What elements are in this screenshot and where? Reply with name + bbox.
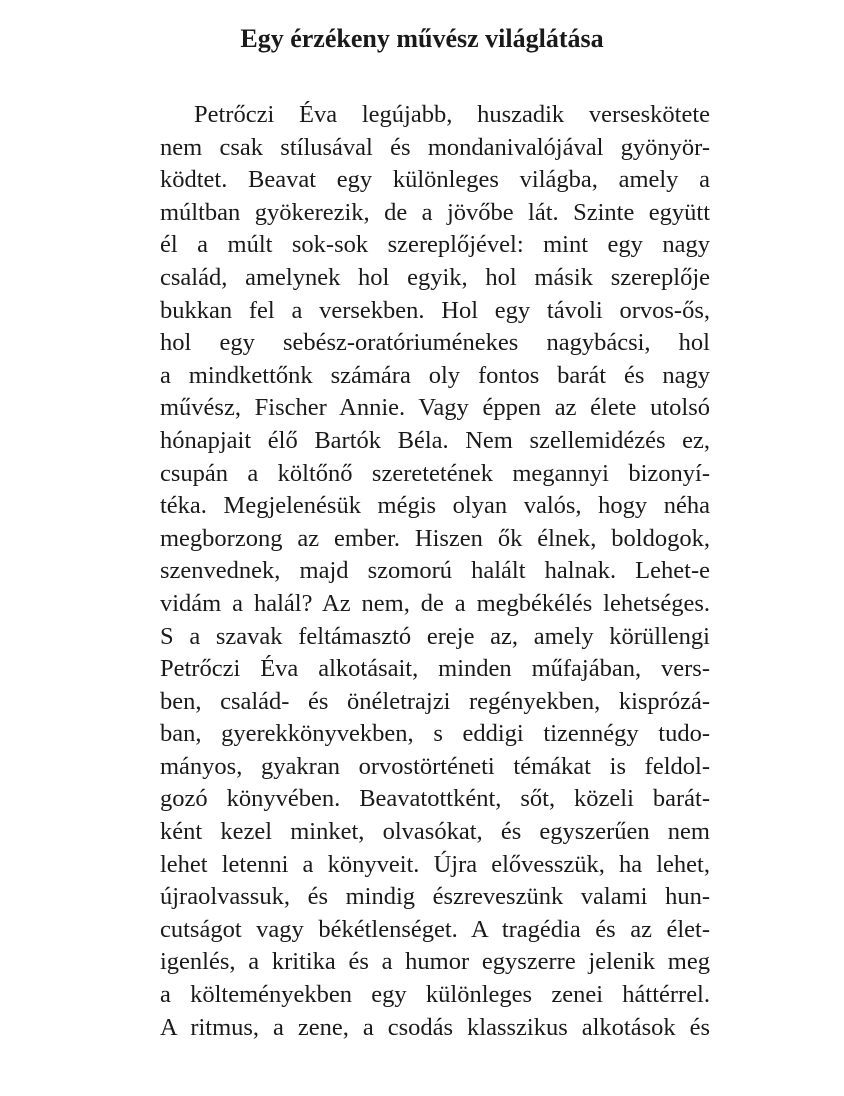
text-line: ban, gyerekkönyvekben, s eddigi tizennégy tudo-: [160, 720, 710, 748]
text-line: Petrőczi Éva legújabb, huszadik verseskötete: [194, 101, 710, 128]
text-line: művész, Fischer Annie. Vagy éppen az élete utolsó: [160, 394, 710, 422]
text-line: nem csak stílusával és mondanivalójával gyönyör-: [160, 133, 710, 161]
body-paragraph: [160, 99, 710, 1044]
text-line: vidám a halál? Az nem, de a megbékélés lehetséges.: [160, 589, 710, 617]
text-line: téka. Megjelenésük mégis olyan valós, hogy néha: [160, 492, 710, 520]
text-line: ben, család- és önéletrajzi regényekben, kisprózá-: [160, 687, 710, 715]
text-line: csupán a költőnő szeretetének megannyi bizonyí-: [160, 459, 710, 487]
text-line: megborzong az ember. Hiszen ők élnek, boldogok,: [160, 524, 710, 552]
text-line: S a szavak feltámasztó ereje az, amely körüllengi: [160, 622, 710, 650]
text-line: család, amelynek hol egyik, hol másik szereplője: [160, 263, 710, 291]
text-line: a mindkettőnk számára oly fontos barát és nagy: [160, 361, 710, 389]
text-line: ként kezel minket, olvasókat, és egyszerűen nem: [160, 818, 710, 846]
text-line: bukkan fel a versekben. Hol egy távoli orvos-ős,: [160, 296, 710, 324]
text-line: múltban gyökerezik, de a jövőbe lát. Szinte együtt: [160, 198, 710, 226]
page-title: Egy érzékeny művész világlátása: [240, 24, 604, 53]
text-line: szenvednek, majd szomorú halált halnak. Lehet-e: [160, 557, 710, 585]
text-line: A ritmus, a zene, a csodás klasszikus alkotások és: [160, 1013, 710, 1041]
text-line: hol egy sebész-oratóriuménekes nagybácsi, hol: [160, 329, 710, 357]
text-line: mányos, gyakran orvostörténeti témákat is feldol-: [160, 752, 710, 780]
text-line: ködtet. Beavat egy különleges világba, amely a: [160, 166, 710, 194]
text-line: Petrőczi Éva alkotásait, minden műfajában, vers-: [160, 655, 710, 683]
text-line: a költeményekben egy különleges zenei háttérrel.: [160, 981, 710, 1009]
text-line: cutságot vagy békétlenséget. A tragédia és az élet-: [160, 915, 710, 943]
text-line: él a múlt sok-sok szereplőjével: mint egy nagy: [160, 231, 710, 259]
text-line: hónapjait élő Bartók Béla. Nem szellemidézés ez,: [160, 426, 710, 454]
text-line: újraolvassuk, és mindig észreveszünk valami hun-: [160, 883, 710, 911]
text-line: igenlés, a kritika és a humor egyszerre jelenik meg: [160, 948, 710, 976]
text-line: gozó könyvében. Beavatottként, sőt, közeli barát-: [160, 785, 710, 813]
text-line: lehet letenni a könyveit. Újra elővesszük, ha lehet,: [160, 850, 710, 878]
